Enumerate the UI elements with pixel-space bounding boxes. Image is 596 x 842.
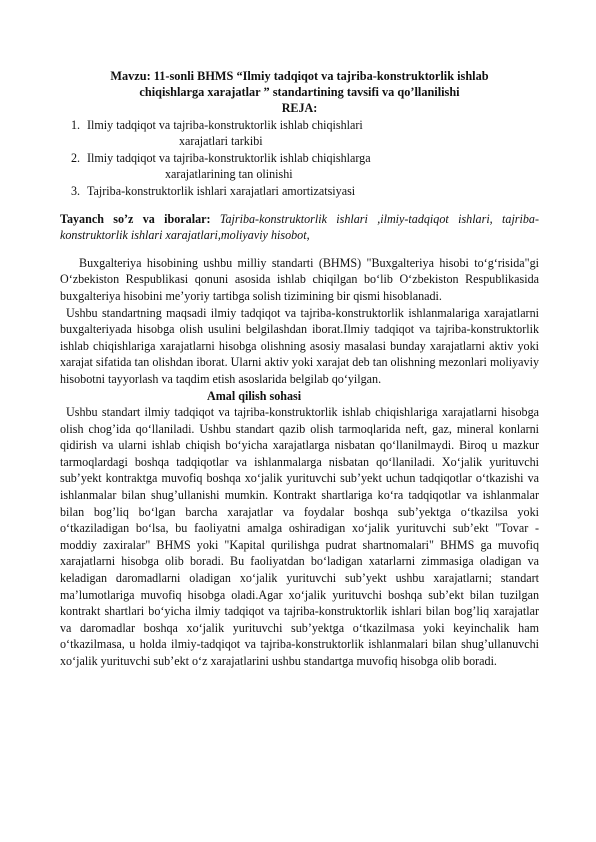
title-line-2: chiqishlarga xarajatlar ” standartining tavsifi va qo’llanilishi bbox=[139, 85, 460, 99]
document-title bbox=[60, 68, 539, 100]
section-subheading: Amal qilish sohasi bbox=[207, 388, 302, 403]
plan-heading: REJA: bbox=[281, 101, 318, 115]
paragraph-1: Buxgalteriya hisobining ushbu milliy standarti (BHMS) "Buxgalteriya hisobi to‘g‘risida"gi O‘zbekiston Respublikasi qonuni asosida ishlab chiqilgan bo‘lib O‘zbekiston Respublikasida buxgalteriya hisobini me’yoriy tartibga solish tizimining bir qismi hisoblanadi. bbox=[60, 255, 539, 303]
plan-item-text: Tajriba-konstruktorlik ishlari xarajatlari amortizatsiyasi bbox=[87, 183, 356, 198]
plan-item bbox=[60, 117, 539, 150]
plan-item-text: Ilmiy tadqiqot va tajriba-konstruktorlik ishlab chiqishlarga bbox=[87, 150, 371, 165]
paragraph-3: Ushbu standart ilmiy tadqiqot va tajriba-konstruktorlik ishlab chiqishlariga xarajatlarni hisobga olish chog’ida qo‘llaniladi. Ushbu standart qazib olish tarmoqlarida neft, gaz, mineral konlarni qidirish va ularni ishlab chiqish bo‘yicha xarajatlarga nisbatan qo‘llanilmaydi. Biroq u mazkur tarmoqlardagi boshqa tadqiqotlar va ishlanmalarga nisbatan qo‘llaniladi. Xo‘jalik yurituvchi sub’yekt kontraktga muvofiq boshqa xo‘jalik yurituvchi sub’yekt uchun tadqiqotlar o‘tkazishi va ishlanmalar bilan shug’ullanishi mumkin. Kontrakt shartlariga ko‘ra tadqiqotlar va ishlanmalar bilan bog’liq bo‘lgan barcha xarajatlar va foydalar boshqa sub’yektga o‘tkazilsa yoki o‘tkaziladigan bo‘lsa, bu faoliyatni amalga oshiradigan xo‘jalik yurituvchi sub’ekt "Tovar - moddiy zaxiralar" BHMS yoki "Kapital qurilishga pudrat shartnomalari" BHMS ga muvofiq xarajatlarni hisobga olib boradi. Bu faoliyatdan bo‘ladigan xatarlarni zimmasiga oladigan va keladigan daromadlarni oladigan xo‘jalik yurituvchi sub’yekt ushbu xarajatlarni; standart ma’lumotlariga muvofiq hisobga oladi.Agar xo‘jalik yurituvchi boshqa sub’ekt bilan tuzilgan kontrakt shartlari bo‘yicha ilmiy tadqiqot va tajriba-konstruktorlik ishlari bilan bog’liq xarajatlar va daromadlar boshqa xo‘jalik yurituvchi sub’yektga o‘tkazilmasa yoki keyinchalik ham o‘tkazilmasa, u holda ilmiy-tadqiqot va tajriba-konstruktorlik ishlanmalari bilan shug’ullanuvchi xo‘jalik yurituvchi sub’ekt o‘z xarajatlarini ushbu standartga muvofiq hisobga olib boradi. bbox=[60, 405, 539, 668]
plan-item-continuation: xarajatlarining tan olinishi bbox=[165, 167, 293, 182]
title-line-1: Mavzu: 11-sonli BHMS “Ilmiy tadqiqot va tajriba-konstruktorlik ishlab bbox=[110, 69, 489, 83]
plan-item-continuation: xarajatlari tarkibi bbox=[179, 134, 263, 149]
plan-item-number: 2. bbox=[71, 150, 81, 165]
paragraph-2: Ushbu standartning maqsadi ilmiy tadqiqot va tajriba-konstruktorlik ishlanmalariga xarajatlarni buxgalteriyada hisobga olish usulini belgilashdan iborat.Ilmiy tadqiqot va tajriba-konstruktorlik ishlab chiqishlariga xarajatlarni hisobga olishning asosiy masalasi bunday xarajatlarni aktiv yoki xarajat sifatida tan olishdan iborat. Ularni aktiv yoki xarajat deb tan olishning mezonlari moliyaviy hisobotni tayyorlash va taqdim etish asoslarida belgilab qo‘yilgan. bbox=[60, 305, 539, 386]
plan-item-number: 3. bbox=[71, 183, 81, 198]
keywords-paragraph bbox=[60, 211, 539, 244]
keywords-label: Tayanch so’z va iboralar: bbox=[60, 211, 211, 226]
plan-item bbox=[60, 183, 539, 200]
document-page bbox=[60, 68, 539, 670]
plan-item-text: Ilmiy tadqiqot va tajriba-konstruktorlik ishlab chiqishlari bbox=[87, 117, 363, 132]
plan-item bbox=[60, 150, 539, 183]
plan-list bbox=[60, 117, 539, 200]
keywords-text: Tajriba-konstruktorlik ishlari ,ilmiy-tadqiqot ishlari, tajriba-konstruktorlik ishlari xarajatlari,moliyaviy hisobot, bbox=[60, 211, 539, 243]
plan-item-number: 1. bbox=[71, 117, 81, 132]
